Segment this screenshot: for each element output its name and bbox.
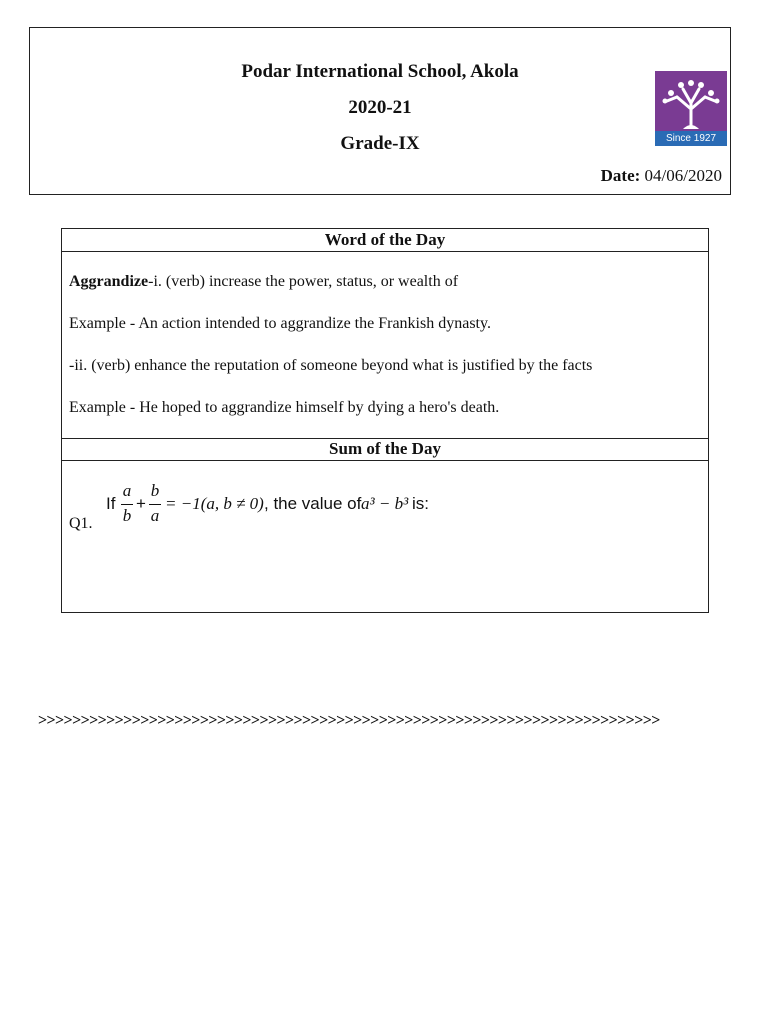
definition-2: -ii. (verb) enhance the reputation of someone beyond what is justified by the facts bbox=[69, 357, 593, 374]
tree-icon bbox=[655, 71, 727, 131]
header-box bbox=[29, 27, 731, 195]
word-of-day-title: Word of the Day bbox=[324, 230, 446, 249]
section-divider: >>>>>>>>>>>>>>>>>>>>>>>>>>>>>>>>>>>>>>>>>>>>>>>>>>>>>>>>>>>>>>>>>>>>>>>>> bbox=[38, 712, 660, 729]
frac1-denominator: b bbox=[122, 506, 132, 525]
academic-year: 2020-21 bbox=[348, 97, 412, 118]
frac1-numerator: a bbox=[122, 481, 132, 500]
worksheet-table bbox=[61, 228, 709, 613]
fraction-bar bbox=[149, 504, 161, 505]
example-1: Example - An action intended to aggrandize the Frankish dynasty. bbox=[69, 315, 491, 332]
definition-1 bbox=[69, 273, 458, 291]
sum-of-day-title: Sum of the Day bbox=[329, 439, 441, 458]
word: Aggrandize bbox=[69, 273, 149, 290]
school-name: Podar International School, Akola bbox=[241, 61, 519, 82]
eq-tail: , the value of bbox=[264, 494, 362, 513]
eq-plus: + bbox=[136, 494, 146, 513]
fraction-bar bbox=[121, 504, 133, 505]
eq-expression: a³ − b³ bbox=[361, 494, 409, 513]
logo-banner: Since 1927 bbox=[655, 131, 727, 146]
question-label: Q1. bbox=[69, 515, 93, 532]
eq-if: If bbox=[106, 494, 116, 513]
grade: Grade-IX bbox=[340, 133, 420, 154]
date bbox=[601, 166, 722, 186]
frac2-denominator: a bbox=[150, 506, 160, 525]
eq-is: is: bbox=[412, 494, 429, 513]
frac2-numerator: b bbox=[150, 481, 160, 500]
date-value: 04/06/2020 bbox=[644, 166, 722, 185]
definition-1-text: -i. (verb) increase the power, status, or wealth of bbox=[148, 273, 459, 290]
divider-line bbox=[62, 460, 708, 461]
example-2: Example - He hoped to aggrandize himself by dying a hero's death. bbox=[69, 399, 500, 416]
eq-rhs: = −1(a, b ≠ 0) bbox=[165, 494, 264, 513]
divider-line bbox=[62, 251, 708, 252]
date-label: Date: bbox=[600, 166, 641, 185]
school-logo bbox=[655, 71, 727, 146]
